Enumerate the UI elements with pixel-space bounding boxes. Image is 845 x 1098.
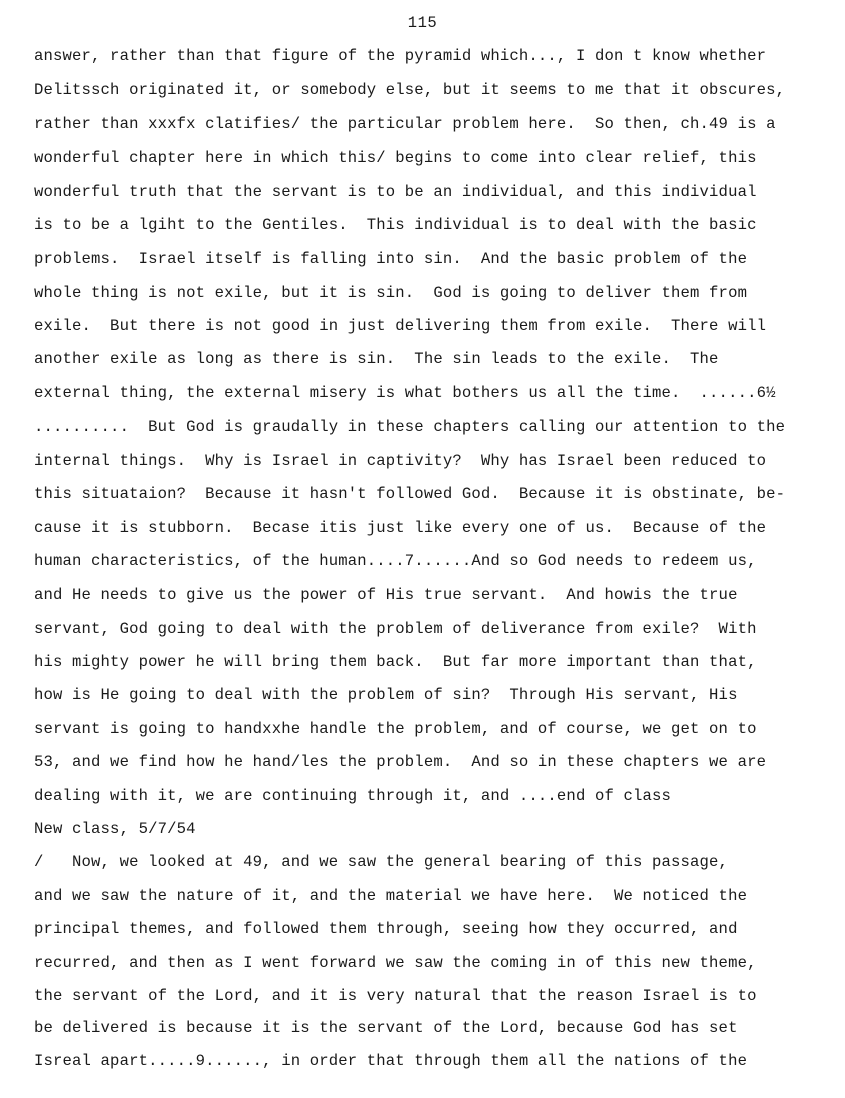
text-line: human characteristics, of the human....7......And so God needs to redeem us, [34, 552, 757, 570]
text-line: be delivered is because it is the servant of the Lord, because God has set [34, 1019, 738, 1037]
text-line: whole thing is not exile, but it is sin. God is going to deliver them from [34, 284, 748, 302]
text-line: principal themes, and followed them through, seeing how they occurred, and [34, 920, 738, 938]
text-line: cause it is stubborn. Becase itis just like every one of us. Because of the [34, 519, 767, 537]
text-line: and we saw the nature of it, and the material we have here. We noticed the [34, 887, 748, 905]
text-line: servant is going to handxxhe handle the problem, and of course, we get on to [34, 720, 757, 738]
text-line: this situataion? Because it hasn't followed God. Because it is obstinate, be- [34, 485, 786, 503]
text-line: 53, and we find how he hand/les the problem. And so in these chapters we are [34, 753, 767, 771]
class-date-line: New class, 5/7/54 [34, 820, 196, 838]
text-line: rather than xxxfx clatifies/ the particular problem here. So then, ch.49 is a [34, 115, 776, 133]
text-line: dealing with it, we are continuing through it, and ....end of class [34, 787, 672, 805]
text-line: Isreal apart.....9......, in order that through them all the nations of the [34, 1052, 748, 1070]
page-number: 115 [407, 14, 438, 32]
text-line: is to be a lgiht to the Gentiles. This individual is to deal with the basic [34, 216, 757, 234]
text-line: his mighty power he will bring them back. But far more important than that, [34, 653, 757, 671]
text-line: Delitssch originated it, or somebody else, but it seems to me that it obscures, [34, 81, 786, 99]
text-line: and He needs to give us the power of His true servant. And howis the true [34, 586, 738, 604]
text-line: servant, God going to deal with the problem of deliverance from exile? With [34, 620, 757, 638]
text-line: internal things. Why is Israel in captivity? Why has Israel been reduced to [34, 452, 767, 470]
text-line: exile. But there is not good in just delivering them from exile. There will [34, 317, 767, 335]
text-line: how is He going to deal with the problem of sin? Through His servant, His [34, 686, 738, 704]
text-line: answer, rather than that figure of the pyramid which..., I don t know whether [34, 47, 767, 65]
text-line: external thing, the external misery is what bothers us all the time. ......6½ [34, 384, 776, 402]
text-line: the servant of the Lord, and it is very natural that the reason Israel is to [34, 987, 757, 1005]
text-line: problems. Israel itself is falling into sin. And the basic problem of the [34, 250, 748, 268]
text-line: / Now, we looked at 49, and we saw the general bearing of this passage, [34, 853, 729, 871]
text-line: recurred, and then as I went forward we saw the coming in of this new theme, [34, 954, 757, 972]
text-line: wonderful truth that the servant is to be an individual, and this individual [34, 183, 757, 201]
text-line: .......... But God is graudally in these chapters calling our attention to the [34, 418, 786, 436]
text-line: another exile as long as there is sin. The sin leads to the exile. The [34, 350, 719, 368]
text-line: wonderful chapter here in which this/ begins to come into clear relief, this [34, 149, 757, 167]
